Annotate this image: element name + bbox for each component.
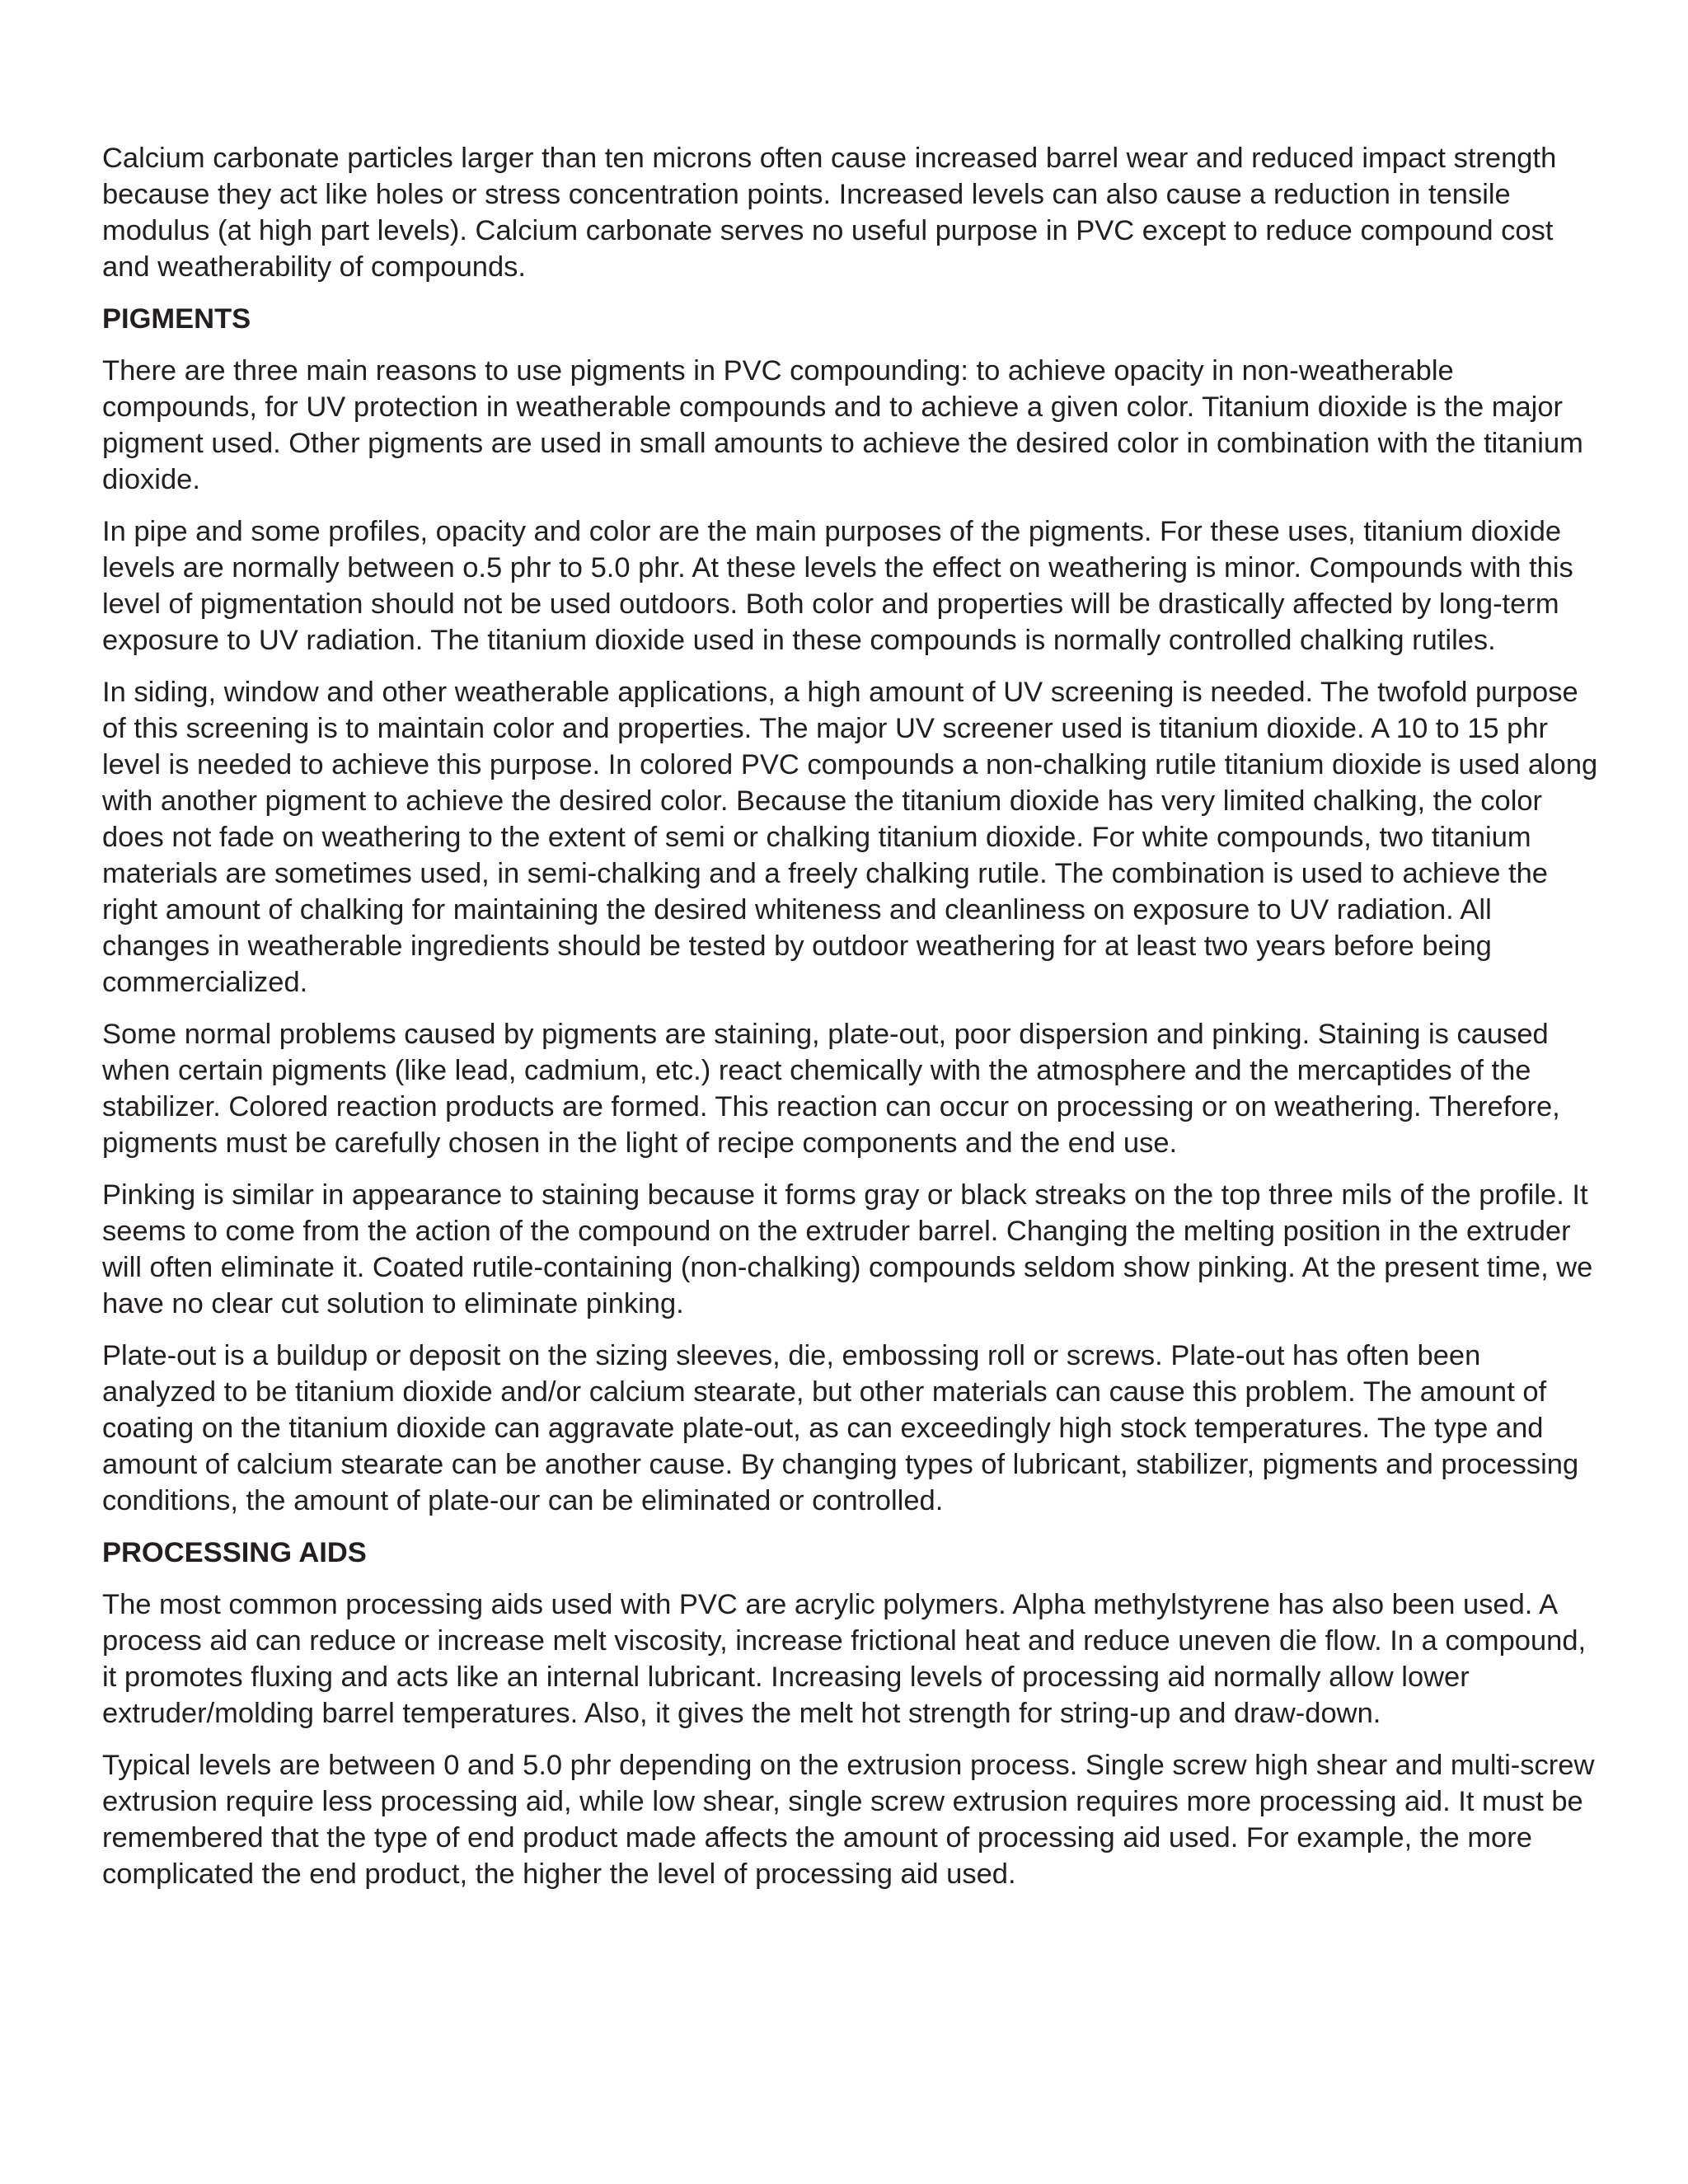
pigments-paragraph-3: In siding, window and other weatherable applications, a high amount of UV screening is needed. The twofold purpose of this screening is to maintain color and properties. The major UV screener used is titanium dioxide. A 10 to 15 phr level is needed to achieve this purpose. In colored PVC compounds a non-chalking rutile titanium dioxide is used along with another pigment to achieve the desired color. Because the titanium dioxide has very limited chalking, the color does not fade on weathering to the extent of semi or chalking titanium dioxide. For white compounds, two titanium materials are sometimes used, in semi-chalking and a freely chalking rutile. The combination is used to achieve the right amount of chalking for maintaining the desired whiteness and cleanliness on exposure to UV radiation. All changes in weatherable ingredients should be tested by outdoor weathering for at least two years before being commercialized. (102, 677, 1598, 998)
document-page (102, 140, 1598, 1908)
pigments-heading: PIGMENTS (102, 303, 251, 335)
processing-aids-paragraph-2: Typical levels are between 0 and 5.0 phr depending on the extrusion process. Single screw high shear and multi-screw extrusion require less processing aid, while low shear, single screw extrusion requires more processing aid. It must be remembered that the type of end product made affects the amount of processing aid used. For example, the more complicated the end product, the higher the level of processing aid used. (102, 1750, 1595, 1890)
pigments-paragraph-6: Plate-out is a buildup or deposit on the sizing sleeves, die, embossing roll or screws. Plate-out has often been analyzed to be titanium dioxide and/or calcium stearate, but other materials can cause this problem. The amount of coating on the titanium dioxide can aggravate plate-out, as can exceedingly high stock temperatures. The type and amount of calcium stearate can be another cause. By changing types of lubricant, stabilizer, pigments and processing conditions, the amount of plate-our can be eliminated or controlled. (102, 1340, 1579, 1516)
pigments-paragraph-5: Pinking is similar in appearance to staining because it forms gray or black streaks on the top three mils of the profile. It seems to come from the action of the compound on the extruder barrel. Changing the melting position in the extruder will often eliminate it. Coated rutile-containing (non-chalking) compounds seldom show pinking. At the present time, we have no clear cut solution to eliminate pinking. (102, 1179, 1593, 1319)
pigments-paragraph-1: There are three main reasons to use pigments in PVC compounding: to achieve opacity in non-weatherable compounds, for UV protection in weatherable compounds and to achieve a given color. Titanium dioxide is the major pigment used. Other pigments are used in small amounts to achieve the desired color in combination with the titanium dioxide. (102, 355, 1583, 495)
intro-paragraph: Calcium carbonate particles larger than ten microns often cause increased barrel wear and reduced impact strength because they act like holes or stress concentration points. Increased levels can also cause a reduction in tensile modulus (at high part levels). Calcium carbonate serves no useful purpose in PVC except to reduce compound cost and weatherability of compounds. (102, 143, 1557, 283)
pigments-paragraph-2: In pipe and some profiles, opacity and color are the main purposes of the pigments. For these uses, titanium dioxide levels are normally between o.5 phr to 5.0 phr. At these levels the effect on weathering is minor. Compounds with this level of pigmentation should not be used outdoors. Both color and properties will be drastically affected by long-term exposure to UV radiation. The titanium dioxide used in these compounds is normally controlled chalking rutiles. (102, 516, 1573, 656)
processing-aids-heading: PROCESSING AIDS (102, 1537, 367, 1568)
pigments-paragraph-4: Some normal problems caused by pigments are staining, plate-out, poor dispersion and pinking. Staining is caused when certain pigments (like lead, cadmium, etc.) react chemically with the atmosphere and the mercaptides of the stabilizer. Colored reaction products are formed. This reaction can occur on processing or on weathering. Therefore, pigments must be carefully chosen in the light of recipe components and the end use. (102, 1019, 1560, 1159)
processing-aids-paragraph-1: The most common processing aids used with PVC are acrylic polymers. Alpha methylstyrene has also been used. A process aid can reduce or increase melt viscosity, increase frictional heat and reduce uneven die flow. In a compound, it promotes fluxing and acts like an internal lubricant. Increasing levels of processing aid normally allow lower extruder/molding barrel temperatures. Also, it gives the melt hot strength for string-up and draw-down. (102, 1589, 1587, 1729)
